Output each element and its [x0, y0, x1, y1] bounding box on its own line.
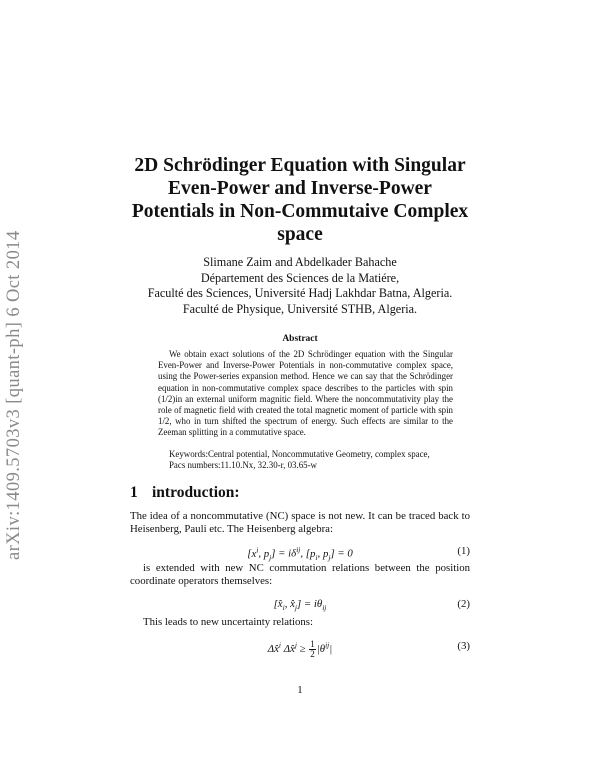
equation-2	[130, 598, 470, 616]
equation-1-expression: [$x^i$, $p_j] = i\delta^{ij}$, [$p_i$, $p_j] = 0$	[247, 545, 353, 562]
equation-3-expression: Δx̂$^i$ Δx̂$^j$ ≥ $\frac{1}{2}$ $|\theta^{ij}|$	[267, 639, 333, 659]
equation-3	[130, 640, 470, 658]
equation-1	[130, 545, 470, 563]
equation-2-number: (2)	[457, 598, 470, 610]
uncertainty-paragraph: This leads to new uncertainty relations:	[143, 616, 314, 628]
title-line: Potentials in Non-Commutaive Complex	[131, 201, 469, 222]
author-block	[100, 255, 500, 317]
paper-title	[100, 154, 500, 246]
author-names: Slimane Zaim and Abdelkader Bahache	[203, 255, 397, 269]
arxiv-identifier-stamp: arXiv:1409.5703v3 [quant-ph] 6 Oct 2014	[4, 230, 24, 560]
abstract-text: We obtain exact solutions of the 2D Schrödinger equation with the Singular Even-Power and Inverse-Power Potentials in non-commutative complex space, using the Power-series expansion method. Hence we can say that the Schrödinger equation in non-commutative complex space describes to the particles with spin (1/2)in an external uniform magnitic field. Where the noncommutativity play the role of magnetic field with created the total magnetic moment of particle with spin 1/2, who in turn shifted the spectrum of energy. Such effects are similar to the Zeeman splitting in a commutative space.	[158, 349, 453, 438]
intro-paragraph: The idea of a noncommutative (NC) space is not new. It can be traced back to Heisenberg, Pauli etc. The Heisenberg algebra:	[130, 510, 470, 536]
equation-2-expression: [$x̂_i$, $x̂_j] = i\theta_{ij}$	[273, 598, 327, 613]
nc-relations-paragraph: is extended with new NC commutation relations between the position coordinate operators themselves:	[130, 562, 470, 588]
section-title-text: introduction:	[152, 484, 240, 501]
abstract-heading: Abstract	[282, 334, 318, 344]
page-number: 1	[297, 684, 303, 696]
section-number: 1	[130, 484, 138, 501]
title-line: space	[277, 224, 323, 245]
pacs-line: Pacs numbers:11.10.Nx, 32.30-r, 03.65-w	[169, 460, 317, 470]
equation-3-number: (3)	[457, 640, 470, 652]
affiliation-line: Département des Sciences de la Matiére,	[200, 270, 400, 285]
section-heading	[130, 484, 240, 502]
title-line: 2D Schrödinger Equation with Singular	[134, 155, 466, 176]
equation-1-number: (1)	[457, 545, 470, 557]
affiliation-line: Faculté des Sciences, Université Hadj Lakhdar Batna, Algeria.	[147, 286, 453, 300]
affiliation-line: Faculté de Physique, Université STHB, Algeria.	[182, 301, 418, 316]
title-line: Even-Power and Inverse-Power	[168, 178, 432, 199]
keywords-line: Keywords:Central potential, Noncommutative Geometry, complex space,	[169, 449, 430, 459]
